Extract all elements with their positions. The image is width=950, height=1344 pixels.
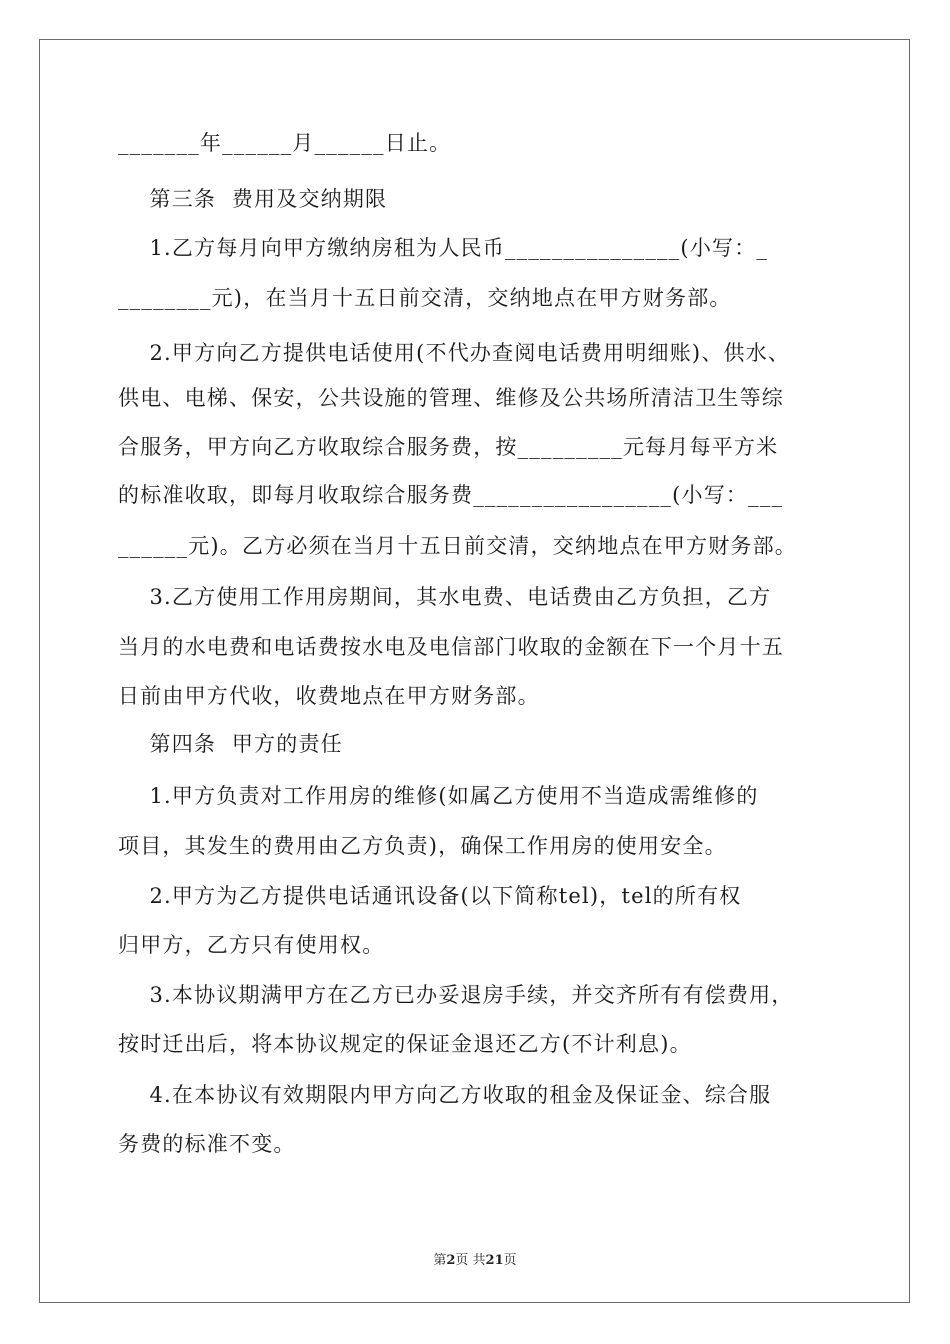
text-line: 日前由甲方代收，收费地点在甲方财务部。	[118, 684, 540, 708]
text-line: 合服务，甲方向乙方收取综合服务费，按_________元每月每平方米	[118, 435, 779, 459]
text-line: 按时迁出后，将本协议规定的保证金退还乙方(不计利息)。	[118, 1032, 692, 1056]
text-line: 1.甲方负责对工作用房的维修(如属乙方使用不当造成需维修的	[118, 784, 759, 808]
text-line: 2.甲方为乙方提供电话通讯设备(以下简称tel)，tel的所有权	[118, 884, 742, 908]
page-border	[39, 39, 910, 1303]
text-line: _______年______月______日止。	[118, 131, 452, 155]
text-line: 的标准收取，即每月收取综合服务费_________________(小写：___	[118, 483, 784, 507]
page-footer	[0, 1249, 950, 1268]
text-line: ________元)，在当月十五日前交清，交纳地点在甲方财务部。	[118, 286, 732, 310]
text-line: 3.乙方使用工作用房期间，其水电费、电话费由乙方负担，乙方	[118, 585, 772, 609]
text-line: 4.在本协议有效期限内甲方向乙方收取的租金及保证金、综合服	[118, 1083, 772, 1107]
total-page-count: 21	[485, 1253, 504, 1268]
footer-mid: 页 共	[455, 1253, 486, 1268]
text-line: 供电、电梯、保安，公共设施的管理、维修及公共场所清洁卫生等综	[118, 386, 784, 410]
footer-suffix: 页	[503, 1253, 517, 1268]
footer-prefix: 第	[433, 1253, 447, 1268]
text-line: ______元)。乙方必须在当月十五日前交清，交纳地点在甲方财务部。	[118, 534, 797, 558]
text-line: 务费的标准不变。	[118, 1132, 296, 1156]
text-line: 2.甲方向乙方提供电话使用(不代办查阅电话费用明细账)、供水、	[118, 341, 791, 365]
text-line: 1.乙方每月向甲方缴纳房租为人民币_______________(小写：_	[118, 236, 769, 260]
text-line: 归甲方，乙方只有使用权。	[118, 933, 385, 957]
current-page-number: 2	[446, 1253, 456, 1268]
text-line: 3.本协议期满甲方在乙方已办妥退房手续，并交齐所有有偿费用，	[118, 983, 794, 1007]
text-line: 当月的水电费和电话费按水电及电信部门收取的金额在下一个月十五	[118, 635, 784, 659]
section-heading: 第三条 费用及交纳期限	[118, 187, 388, 211]
section-heading: 第四条 甲方的责任	[118, 732, 343, 756]
text-line: 项目，其发生的费用由乙方负责)，确保工作用房的使用安全。	[118, 834, 727, 858]
